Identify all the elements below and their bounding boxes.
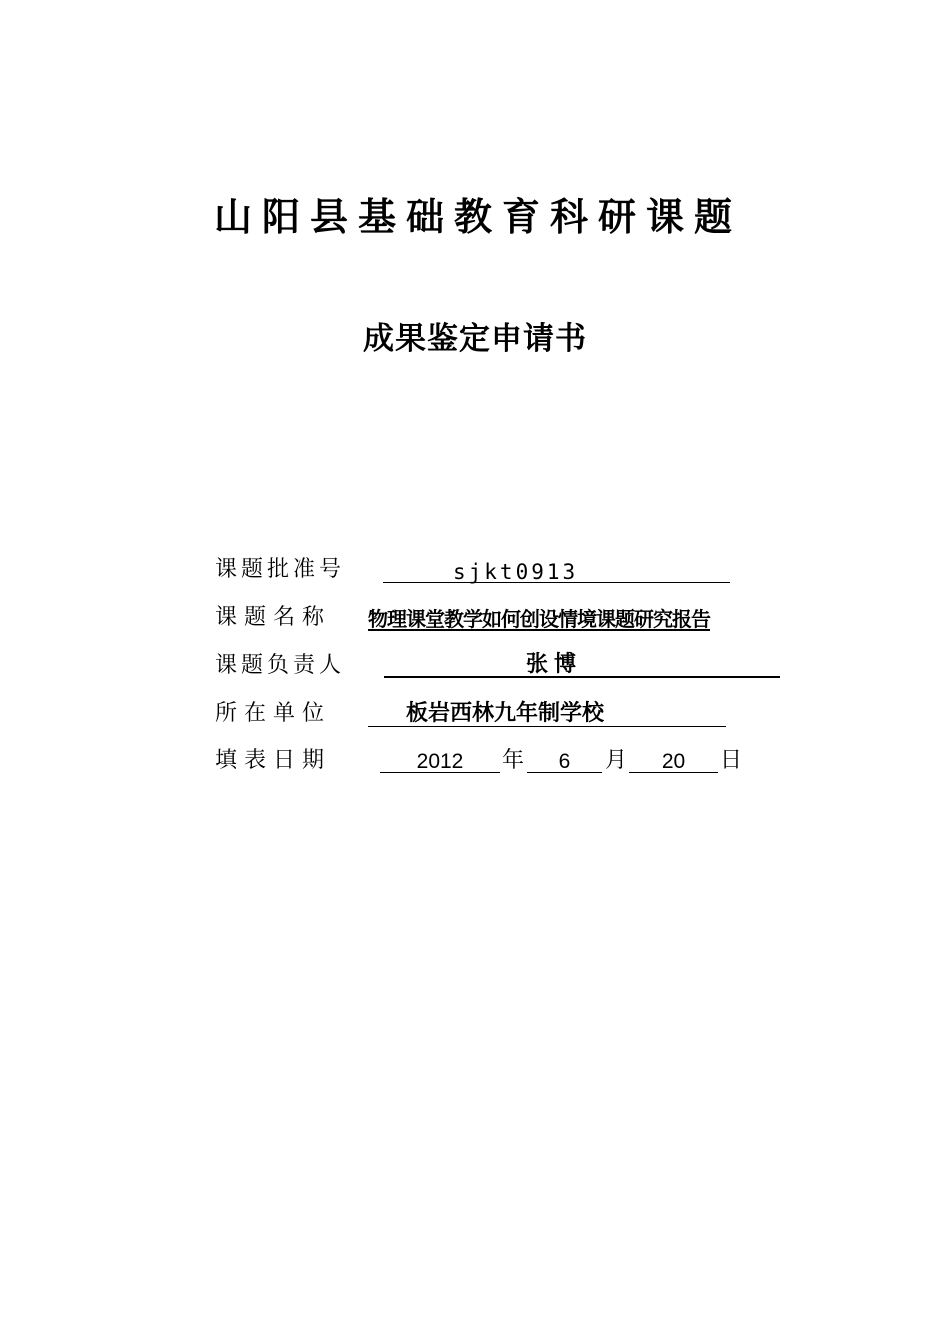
person-in-charge-value: 张博 [526, 652, 583, 677]
project-name-row [0, 601, 950, 637]
month-unit: 月 [605, 748, 628, 773]
person-in-charge-row [0, 649, 950, 685]
person-in-charge-label: 课题负责人 [215, 653, 346, 678]
unit-row [0, 697, 950, 733]
project-name-value: 物理课堂教学如何创设情境课题研究报告 [368, 607, 710, 631]
document-subtitle: 成果鉴定申请书 [363, 321, 587, 357]
approval-number-row [0, 553, 950, 589]
fill-date-label: 填 表 日 期 [215, 748, 324, 773]
approval-number-label: 课题批准号 [215, 557, 346, 582]
year-value: 2012 [416, 750, 464, 773]
unit-value: 板岩西林九年制学校 [406, 701, 605, 726]
fill-date-row [0, 744, 950, 780]
year-unit: 年 [502, 748, 525, 773]
month-value: 6 [558, 750, 571, 773]
project-name-label: 课 题 名 称 [215, 605, 324, 630]
approval-number-value: sjkt0913 [453, 560, 579, 584]
document-title: 山阳县基础教育科研课题 [213, 195, 742, 239]
day-unit: 日 [720, 748, 743, 773]
day-value: 20 [661, 750, 686, 773]
unit-label: 所 在 单 位 [215, 701, 324, 726]
